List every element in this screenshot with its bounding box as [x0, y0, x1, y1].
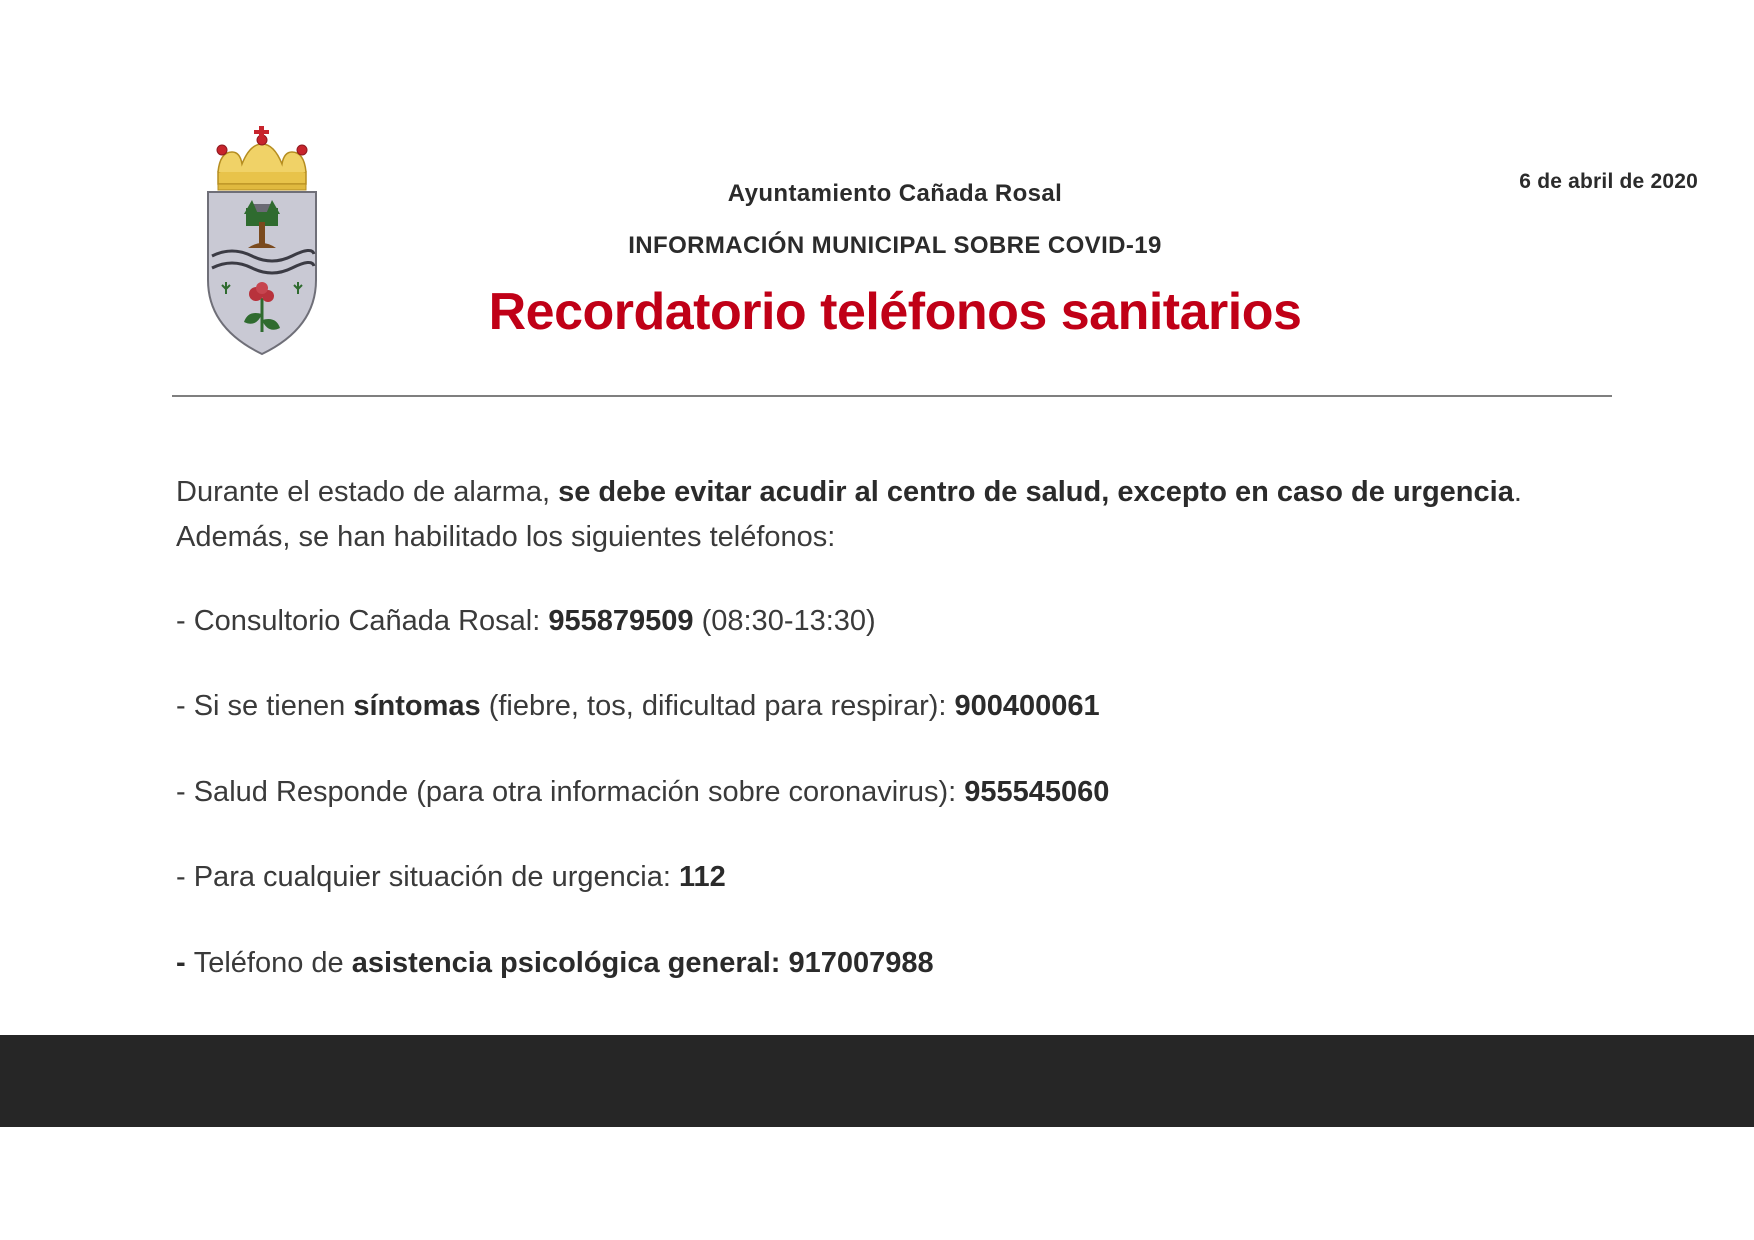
- item-label-pre: Si se tienen: [193, 690, 354, 723]
- item-label: Consultorio Cañada Rosal:: [193, 604, 549, 637]
- item-label: Para cualquier situación de urgencia:: [193, 861, 679, 894]
- item-phone: 955879509: [548, 604, 694, 637]
- document-date: 6 de abril de 2020: [1519, 170, 1698, 193]
- list-item: [176, 942, 1596, 986]
- item-dash: -: [176, 604, 194, 637]
- item-phone: 955545060: [964, 775, 1110, 808]
- item-label-emphasis: asistencia psicológica general: 917007988: [351, 946, 934, 979]
- item-suffix: (08:30-13:30): [693, 604, 876, 637]
- list-item: [176, 771, 1596, 815]
- intro-paragraph: [176, 470, 1596, 560]
- intro-text-bold: se debe evitar acudir al centro de salud, excepto en caso de urgencia: [558, 476, 1514, 508]
- item-dash: -: [176, 775, 194, 808]
- item-label-post: (fiebre, tos, dificultad para respirar):: [480, 690, 955, 723]
- item-phone: 900400061: [954, 690, 1100, 723]
- organization-name: Ayuntamiento Cañada Rosal: [727, 180, 1063, 207]
- title-block: [170, 180, 1620, 342]
- header-divider: [172, 395, 1612, 397]
- intro-text-part1: Durante el estado de alarma,: [176, 476, 559, 508]
- document-subtitle: INFORMACIÓN MUNICIPAL SOBRE COVID-19: [628, 232, 1162, 259]
- list-item: [176, 685, 1596, 729]
- list-item: [176, 600, 1596, 644]
- item-label-pre: Teléfono de: [193, 946, 352, 979]
- item-phone: 112: [678, 861, 726, 894]
- item-label-emphasis: síntomas: [353, 690, 481, 723]
- item-label: Salud Responde (para otra información sobre coronavirus):: [193, 775, 965, 808]
- item-dash: -: [176, 690, 194, 723]
- page-title: Recordatorio teléfonos sanitarios: [488, 283, 1302, 341]
- footer-bar: [0, 1035, 1754, 1127]
- item-dash: -: [176, 946, 194, 979]
- list-item: [176, 856, 1596, 900]
- document-body: [176, 470, 1596, 1027]
- document-header: [0, 0, 1754, 400]
- item-dash: -: [176, 861, 194, 894]
- intro-text-part2: . Además, se han habilitado los siguientes teléfonos:: [176, 476, 1522, 553]
